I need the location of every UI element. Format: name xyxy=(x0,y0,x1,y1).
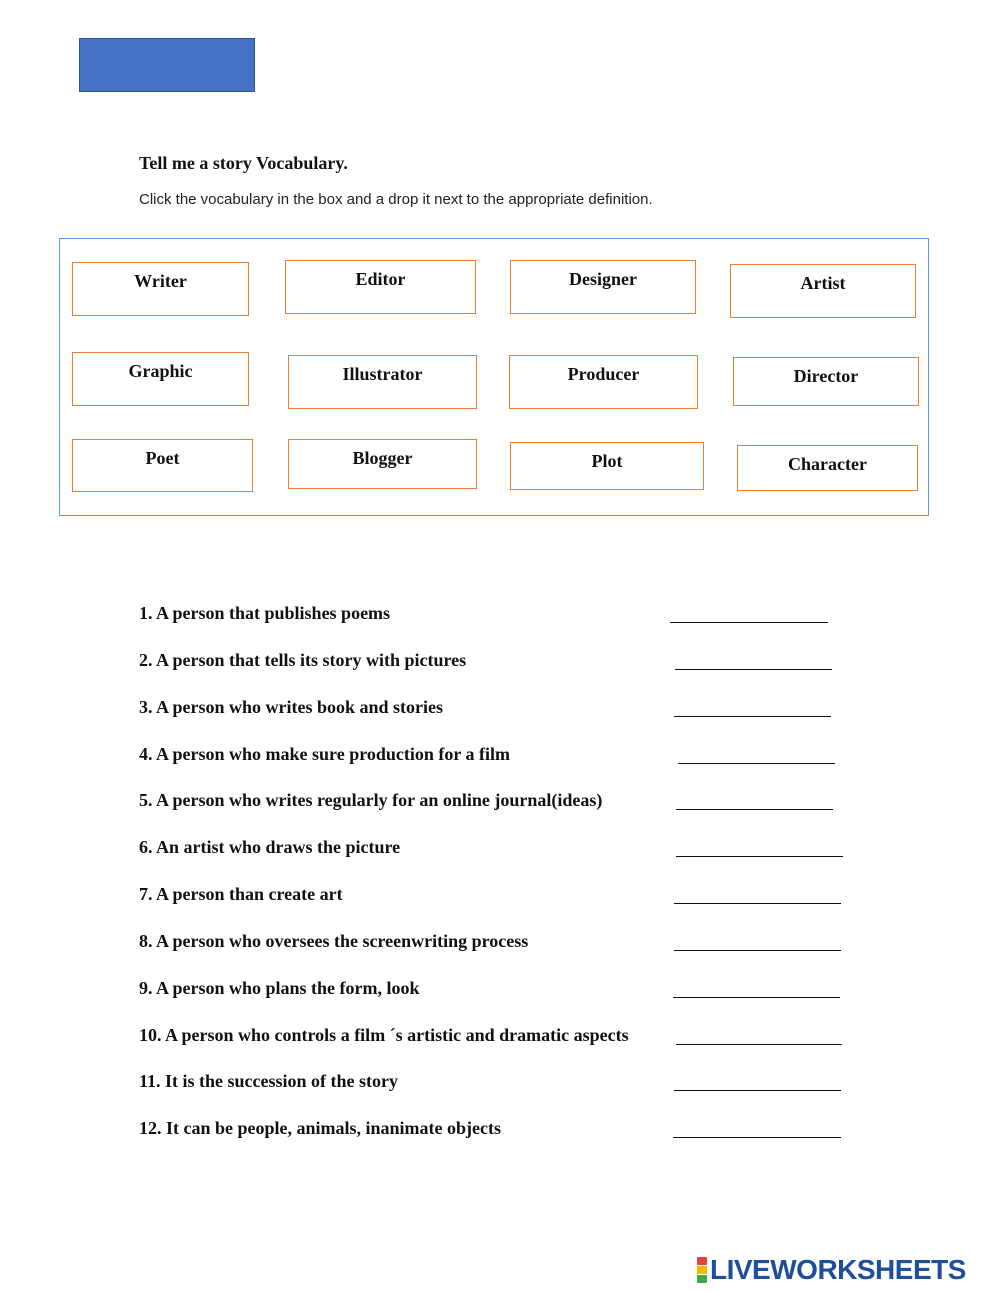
word-writer[interactable]: Writer xyxy=(72,262,249,316)
answer-blank-10[interactable] xyxy=(676,1044,842,1045)
answer-blank-7[interactable] xyxy=(674,903,841,904)
answer-blank-12[interactable] xyxy=(673,1137,841,1138)
answer-blank-9[interactable] xyxy=(673,997,840,998)
logo-text: LIVEWORKSHEETS xyxy=(710,1254,966,1285)
header-color-block xyxy=(79,38,255,92)
word-graphic[interactable]: Graphic xyxy=(72,352,249,406)
word-blogger[interactable]: Blogger xyxy=(288,439,477,489)
question-9: 9. A person who plans the form, look xyxy=(139,978,420,998)
word-illustrator[interactable]: Illustrator xyxy=(288,355,477,409)
word-character[interactable]: Character xyxy=(737,445,918,491)
word-director[interactable]: Director xyxy=(733,357,919,406)
answer-blank-6[interactable] xyxy=(676,856,843,857)
question-1: 1. A person that publishes poems xyxy=(139,603,391,623)
word-designer[interactable]: Designer xyxy=(510,260,696,314)
word-editor[interactable]: Editor xyxy=(285,260,476,314)
answer-blank-3[interactable] xyxy=(674,716,831,717)
worksheet-instruction: Click the vocabulary in the box and a drop it next to the appropriate definition. xyxy=(139,191,653,208)
question-10: 10. A person who controls a film ´s artistic and dramatic aspects xyxy=(139,1025,629,1045)
answer-blank-4[interactable] xyxy=(678,763,835,764)
word-bank xyxy=(59,238,929,516)
worksheet-title: Tell me a story Vocabulary. xyxy=(139,153,348,173)
answer-blank-1[interactable] xyxy=(670,622,828,623)
answer-blank-11[interactable] xyxy=(674,1090,841,1091)
logo-mark-icon xyxy=(697,1257,707,1283)
question-11: 11. It is the succession of the story xyxy=(139,1071,398,1091)
question-5: 5. A person who writes regularly for an online journal(ideas) xyxy=(139,790,603,810)
question-7: 7. A person than create art xyxy=(139,884,343,904)
question-3: 3. A person who writes book and stories xyxy=(139,697,444,717)
answer-blank-8[interactable] xyxy=(674,950,841,951)
word-poet[interactable]: Poet xyxy=(72,439,253,492)
question-6: 6. An artist who draws the picture xyxy=(139,837,401,857)
word-plot[interactable]: Plot xyxy=(510,442,704,490)
answer-blank-2[interactable] xyxy=(675,669,832,670)
question-12: 12. It can be people, animals, inanimate objects xyxy=(139,1118,501,1138)
word-artist[interactable]: Artist xyxy=(730,264,916,318)
question-8: 8. A person who oversees the screenwriting process xyxy=(139,931,529,951)
answer-blank-5[interactable] xyxy=(676,809,833,810)
liveworksheets-logo xyxy=(697,1254,966,1286)
question-2: 2. A person that tells its story with pictures xyxy=(139,650,467,670)
word-producer[interactable]: Producer xyxy=(509,355,698,409)
question-4: 4. A person who make sure production for a film xyxy=(139,744,511,764)
